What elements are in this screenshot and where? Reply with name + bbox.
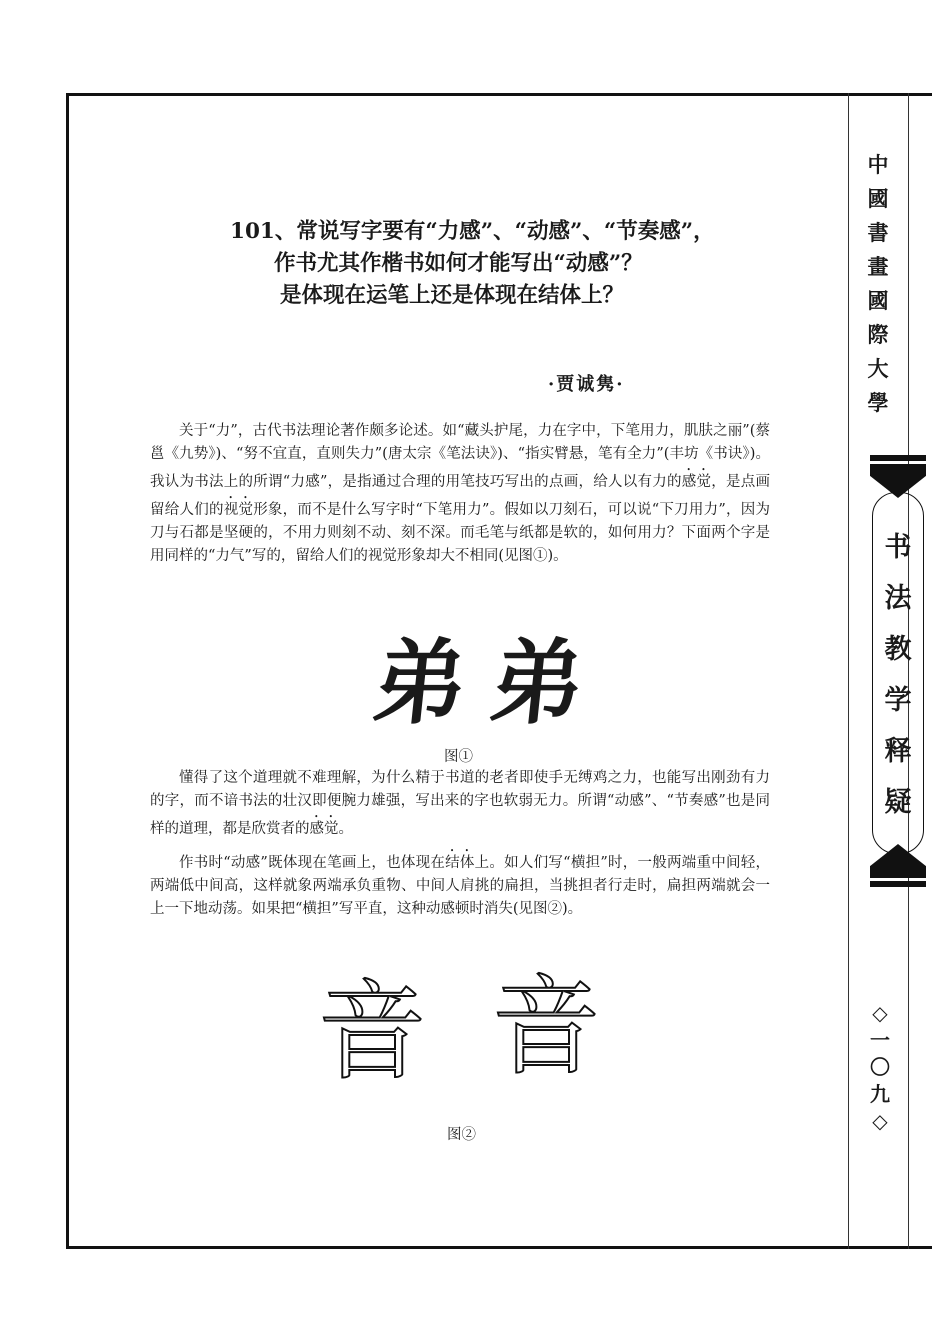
title-char: 學 xyxy=(867,390,889,415)
title-char: 書 xyxy=(867,220,889,245)
ornament-bar xyxy=(870,881,926,887)
paragraph-text: 懂得了这个道理就不难理解，为什么精于书道的老者即使手无缚鸡之力，也能写出刚劲有力的字，而不谙书法的壮汉即便腕力雄强，写出来的字也软弱无力。所谓“动感”、“节奏感”也是同样的道理，都是欣赏者的 xyxy=(150,770,770,837)
title-char: 際 xyxy=(867,322,889,347)
page-number-char: 九 xyxy=(870,1082,890,1106)
emphasis-text: 结体 xyxy=(445,855,475,871)
section-char: 书 xyxy=(884,532,912,563)
section-title-vertical xyxy=(872,522,924,828)
paragraph-text: 上。如人们写“横担”时，一般两端重中间轻，两端低中间高，这样就象两端承负重物、中间人肩挑的扁担，当挑担者行走时，扁担两端就会一上一下地动荡。如果把“横担”写平直，这种动感顿时消失(见图②)。 xyxy=(150,855,771,917)
question-heading xyxy=(230,216,715,312)
page-number-char: ◇ xyxy=(872,1109,888,1133)
paragraph-2 xyxy=(150,767,770,841)
paragraph-1 xyxy=(150,420,770,568)
figure1-char-right: 弟 xyxy=(485,630,589,737)
paragraph-text: 关于“力”，古代书法理论著作颇多论述。如“藏头护尾，力在字中，下笔用力，肌肤之丽”(蔡邕《九势》)、“努不宜直，直则失力”(唐太宗《笔法诀》)、“指实臂悬，笔有全力”(丰坊《书诀》)。我认为书法上的所谓“力感”，是指通过合理的用笔技巧写出的点画，给人以有力的 xyxy=(150,423,770,490)
page-number xyxy=(862,1000,898,1135)
title-char: 大 xyxy=(867,356,889,381)
section-char: 释 xyxy=(884,736,912,767)
emphasis-text: 感觉 xyxy=(681,474,712,490)
author-byline: ·贾诚隽· xyxy=(548,374,625,395)
paragraph-text: 作书时“动感”既体现在笔画上，也体现在 xyxy=(179,855,446,871)
emphasis-text: 感觉 xyxy=(309,821,339,837)
page-number-char: 〇 xyxy=(870,1055,890,1079)
emphasis-text: 视觉 xyxy=(223,502,254,518)
section-char: 疑 xyxy=(884,787,912,818)
figure1-caption: 图① xyxy=(444,749,473,765)
book-title-vertical xyxy=(856,148,900,420)
title-char: 中 xyxy=(867,152,889,177)
page-number-char: 一 xyxy=(870,1028,890,1052)
ornament-bar xyxy=(870,455,926,461)
question-line: 作书尤其作楷书如何才能写出“动感”？ xyxy=(274,251,643,276)
question-line: 101、常说写字要有“力感”、“动感”、“节奏感”， xyxy=(230,219,715,244)
divider-line xyxy=(848,93,849,1249)
paragraph-3 xyxy=(150,847,770,921)
figure1-char-left: 弟 xyxy=(368,630,472,737)
paragraph-text: 形象，而不是什么写字时“下笔用力”。假如以刀刻石，可以说“下刀用力”，因为刀与石都是坚硬的，不用力则刻不动、刻不深。而毛笔与纸都是软的，如何用力？下面两个字是用同样的“力气”写的，留给人们的视觉形象却大不相同(见图①)。 xyxy=(150,502,770,564)
section-char: 教 xyxy=(884,634,912,665)
title-char: 國 xyxy=(867,288,889,313)
section-char: 学 xyxy=(884,685,912,716)
figure2-char-left: 音 xyxy=(318,970,427,1095)
paragraph-text: 。 xyxy=(338,821,353,837)
question-line: 是体现在运笔上还是体现在结体上？ xyxy=(280,283,625,308)
figure2-caption: 图② xyxy=(447,1127,476,1143)
paragraph-text: ，是点画留给人们的 xyxy=(150,474,771,518)
figure2-char-right: 音 xyxy=(492,965,601,1090)
page-number-char: ◇ xyxy=(872,1001,888,1025)
section-char: 法 xyxy=(884,583,912,614)
title-char: 國 xyxy=(867,186,889,211)
title-char: 畫 xyxy=(867,254,889,279)
